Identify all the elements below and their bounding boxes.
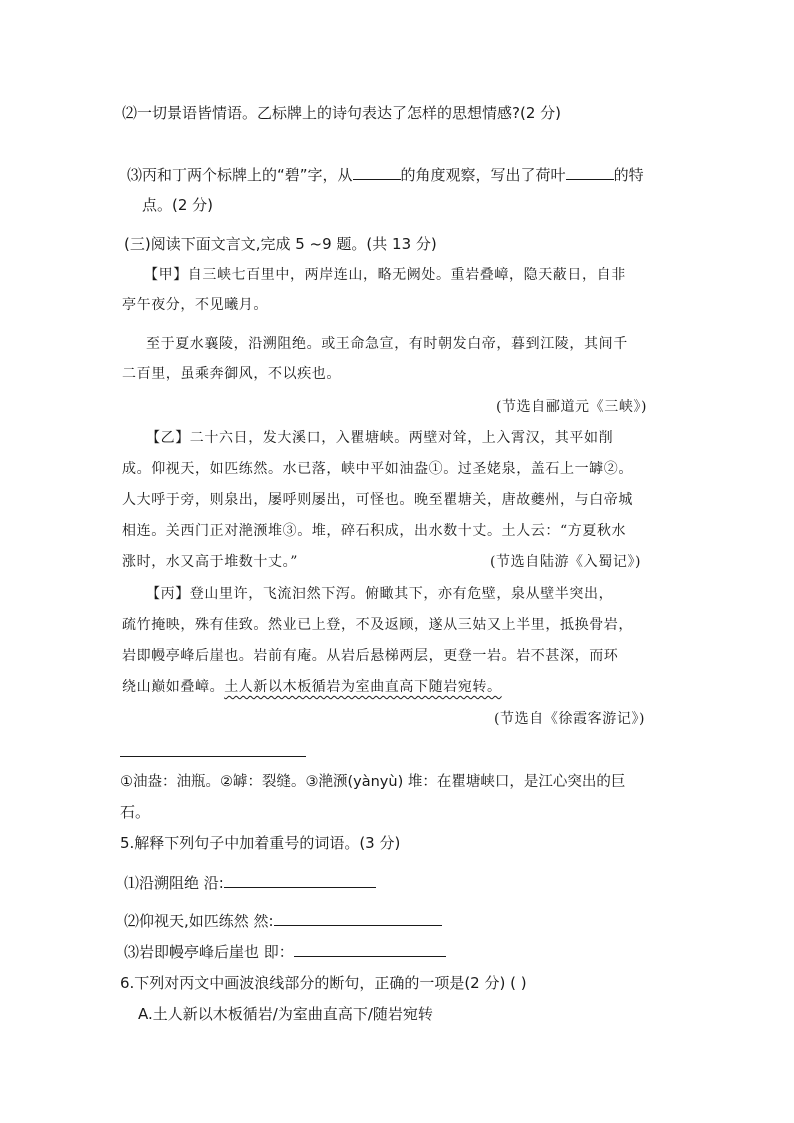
footnote-divider: [120, 756, 306, 757]
passage-bing-line: 疏竹掩映，殊有佳致。然业已上登，不及返顾，遂从三姑又上半里，抵换骨岩，: [122, 617, 633, 633]
question-6-heading: 6.下列对丙文中画波浪线部分的断句，正确的一项是(2 分) ( ): [120, 974, 527, 992]
passage-bing-line: 岩即幔亭峰后崖也。岩前有庵。从岩后悬梯两层，更登一岩。岩不甚深，而环: [122, 648, 619, 664]
question-6-option-a[interactable]: A.土人新以木板循岩/为室曲直高下/随岩宛转: [138, 1005, 433, 1023]
question-3-part-1: ⑶丙和丁两个标牌上的“碧”字，从: [127, 166, 353, 184]
passage-yi-source: (节选自陆游《入蜀记》): [490, 554, 642, 570]
answer-blank-5-2[interactable]: [274, 911, 442, 926]
question-3-part-3: 的特: [613, 166, 644, 184]
question-3: [127, 165, 644, 185]
question-2: ⑵一切景语皆情语。乙标牌上的诗句表达了怎样的思想情感?(2 分): [122, 104, 561, 122]
question-3-blank-1[interactable]: [353, 165, 401, 180]
question-5-heading: 5.解释下列句子中加着重号的词语。(3 分): [120, 834, 401, 852]
passage-bing-line-4-text: 绕山巅如叠嶂。: [122, 679, 225, 695]
answer-blank-5-3[interactable]: [294, 942, 446, 957]
wavy-underlined-sentence: 土人新以木板循岩为室曲直高下随岩宛转。: [224, 679, 502, 695]
passage-bing-line: 【丙】登山里许，飞流汩然下泻。俯瞰其下，亦有危壁，泉从壁半突出，: [146, 586, 614, 602]
question-5-item-3: [124, 942, 446, 962]
passage-jia-line: 二百里，虽乘奔御风，不以疾也。: [122, 366, 341, 382]
footnote-line: ①油盎：油瓶。②罅：裂缝。③滟滪(yànyù) 堆：在瞿塘峡口，是江心突出的巨: [120, 774, 626, 790]
answer-blank-5-1[interactable]: [224, 873, 376, 888]
question-3-continuation: 点。(2 分): [142, 196, 214, 214]
passage-jia-line: 亭午夜分，不见曦月。: [122, 297, 268, 313]
passage-yi-line: 人大呼于旁，则泉出，屡呼则屡出，可怪也。晚至瞿塘关，唐故夔州，与白帝城: [122, 492, 633, 508]
section-3-heading: (三)阅读下面文言文,完成 5 ~9 题。(共 13 分): [124, 235, 437, 253]
passage-yi-line: 涨时，水又高于堆数十丈。”: [122, 554, 298, 570]
question-5-item-1-label: ⑴沿溯阻绝 沿:: [124, 874, 224, 892]
passage-jia-line: 【甲】自三峡七百里中，两岸连山，略无阙处。重岩叠嶂，隐天蔽日，自非: [144, 267, 626, 283]
passage-bing-source: (节选自《徐霞客游记》): [494, 711, 646, 727]
question-3-part-2: 的角度观察，写出了荷叶: [400, 166, 566, 184]
question-5-item-2: [124, 911, 442, 931]
footnote-line: 石。: [120, 803, 151, 821]
passage-yi-line: 相连。关西门正对滟滪堆③。堆，碎石积成，出水数十丈。土人云：“方夏秋水: [122, 523, 627, 539]
passage-jia-source: (节选自郦道元《三峡》): [496, 399, 648, 415]
question-5-item-2-label: ⑵仰视天,如匹练然 然:: [124, 912, 274, 930]
question-3-blank-2[interactable]: [566, 165, 614, 180]
passage-bing-line-4: [122, 677, 502, 697]
passage-yi-line: 成。仰视天，如匹练然。水已落，峡中平如油盎①。过圣姥泉，盖石上一罅②。: [122, 461, 633, 477]
passage-yi-line: 【乙】二十六日，发大溪口，入瞿塘峡。两壁对耸，上入霄汉，其平如削: [146, 430, 614, 446]
passage-jia-line: 至于夏水襄陵，沿溯阻绝。或王命急宣，有时朝发白帝，暮到江陵，其间千: [146, 336, 628, 352]
question-5-item-3-label: ⑶岩即幔亭峰后崖也 即：: [124, 943, 294, 961]
question-5-item-1: [124, 873, 376, 893]
